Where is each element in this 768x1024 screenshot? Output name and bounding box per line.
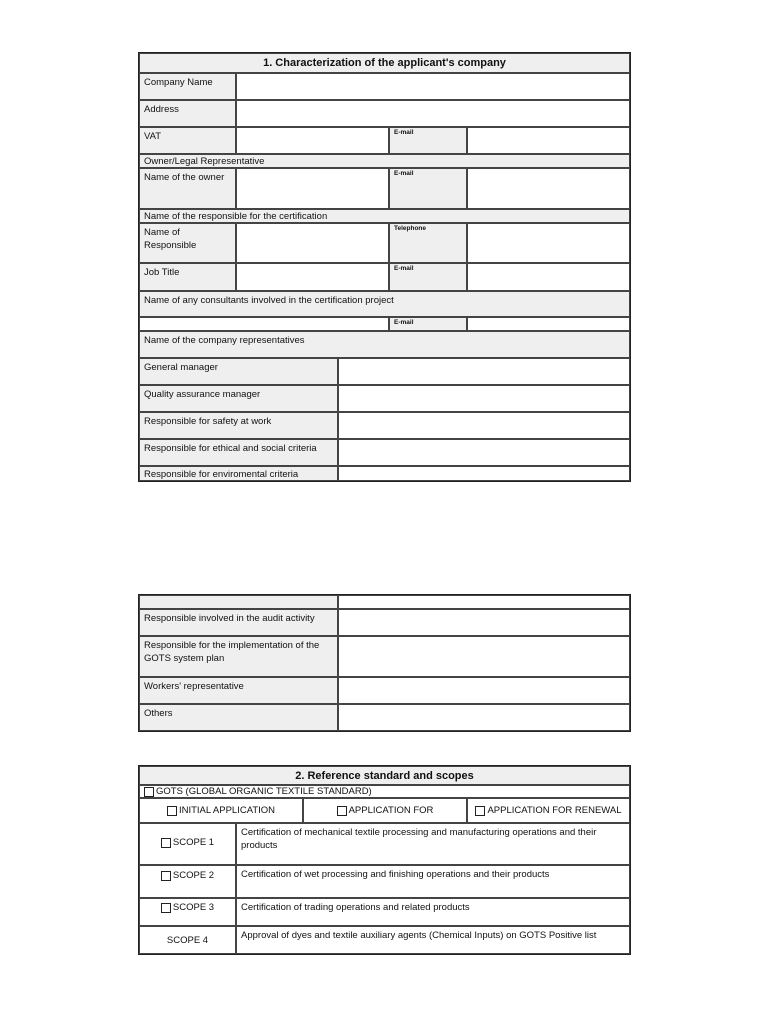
- scope-3-cell: [139, 898, 236, 926]
- initial-application-label: INITIAL APPLICATION: [178, 805, 276, 816]
- gots-label: GOTS (GLOBAL ORGANIC TEXTILE STANDARD): [156, 786, 372, 797]
- environmental-label: Responsible for enviromental criteria: [139, 466, 338, 481]
- representatives-continued-table: [138, 594, 631, 732]
- blank-field[interactable]: [338, 595, 630, 609]
- responsible-name-label: Name of Responsible: [139, 223, 236, 263]
- consultant-name-field[interactable]: [139, 317, 389, 331]
- renewal-checkbox[interactable]: [475, 806, 485, 816]
- extension-checkbox[interactable]: [337, 806, 347, 816]
- vat-field[interactable]: [236, 127, 389, 154]
- others-label: Others: [139, 704, 338, 731]
- address-label: Address: [139, 100, 236, 127]
- section1-title: 1. Characterization of the applicant's company: [139, 53, 630, 73]
- implementation-label: Responsible for the implementation of the GOTS system plan: [139, 636, 338, 677]
- scope-1-label: SCOPE 1: [172, 837, 215, 848]
- safety-label: Responsible for safety at work: [139, 412, 338, 439]
- workers-label: Workers' representative: [139, 677, 338, 704]
- consultants-header: Name of any consultants involved in the certification project: [139, 291, 630, 317]
- vat-email-field[interactable]: [467, 127, 630, 154]
- job-email-field[interactable]: [467, 263, 630, 291]
- scope-1-description: Certification of mechanical textile processing and manufacturing operations and their products: [236, 823, 630, 865]
- job-title-field[interactable]: [236, 263, 389, 291]
- gots-checkbox[interactable]: [144, 787, 154, 797]
- scope-4-cell: [139, 926, 236, 954]
- representatives-header: Name of the company representatives: [139, 331, 630, 358]
- audit-field[interactable]: [338, 609, 630, 636]
- scope-2-cell: [139, 865, 236, 898]
- consultant-email-label: E-mail: [389, 317, 467, 331]
- address-field[interactable]: [236, 100, 630, 127]
- scope-4-description: Approval of dyes and textile auxiliary agents (Chemical Inputs) on GOTS Positive list: [236, 926, 630, 954]
- scope-3-description: Certification of trading operations and related products: [236, 898, 630, 926]
- job-email-label: E-mail: [389, 263, 467, 291]
- scope-1-cell: [139, 823, 236, 865]
- gots-row: [139, 785, 630, 798]
- workers-field[interactable]: [338, 677, 630, 704]
- environmental-field[interactable]: [338, 466, 630, 481]
- audit-label: Responsible involved in the audit activity: [139, 609, 338, 636]
- extension-cell: [303, 798, 467, 823]
- general-manager-field[interactable]: [338, 358, 630, 385]
- reference-standard-table: [138, 765, 631, 955]
- initial-application-checkbox[interactable]: [167, 806, 177, 816]
- company-name-label: Company Name: [139, 73, 236, 100]
- ethical-field[interactable]: [338, 439, 630, 466]
- telephone-field[interactable]: [467, 223, 630, 263]
- vat-label: VAT: [139, 127, 236, 154]
- scope-2-description: Certification of wet processing and finishing operations and their products: [236, 865, 630, 898]
- safety-field[interactable]: [338, 412, 630, 439]
- scope-3-checkbox[interactable]: [161, 903, 171, 913]
- responsible-name-field[interactable]: [236, 223, 389, 263]
- qa-manager-field[interactable]: [338, 385, 630, 412]
- owner-name-label: Name of the owner: [139, 168, 236, 209]
- scope-2-checkbox[interactable]: [161, 871, 171, 881]
- general-manager-label: General manager: [139, 358, 338, 385]
- telephone-label: Telephone: [389, 223, 467, 263]
- vat-email-label: E-mail: [389, 127, 467, 154]
- owner-header: Owner/Legal Representative: [139, 154, 630, 168]
- company-characterization-table: [138, 52, 631, 482]
- section2-title: 2. Reference standard and scopes: [139, 766, 630, 785]
- qa-manager-label: Quality assurance manager: [139, 385, 338, 412]
- job-title-label: Job Title: [139, 263, 236, 291]
- blank-label: [139, 595, 338, 609]
- initial-application-cell: [139, 798, 303, 823]
- responsible-header: Name of the responsible for the certification: [139, 209, 630, 223]
- owner-email-label: E-mail: [389, 168, 467, 209]
- owner-email-field[interactable]: [467, 168, 630, 209]
- extension-label: APPLICATION FOR: [348, 805, 434, 816]
- company-name-field[interactable]: [236, 73, 630, 100]
- renewal-label: APPLICATION FOR RENEWAL: [487, 805, 622, 816]
- ethical-label: Responsible for ethical and social criteria: [139, 439, 338, 466]
- scope-1-checkbox[interactable]: [161, 838, 171, 848]
- scope-4-label: SCOPE 4: [166, 935, 209, 946]
- scope-3-label: SCOPE 3: [172, 902, 215, 913]
- others-field[interactable]: [338, 704, 630, 731]
- owner-name-field[interactable]: [236, 168, 389, 209]
- consultant-email-field[interactable]: [467, 317, 630, 331]
- scope-2-label: SCOPE 2: [172, 870, 215, 881]
- renewal-cell: [467, 798, 630, 823]
- implementation-field[interactable]: [338, 636, 630, 677]
